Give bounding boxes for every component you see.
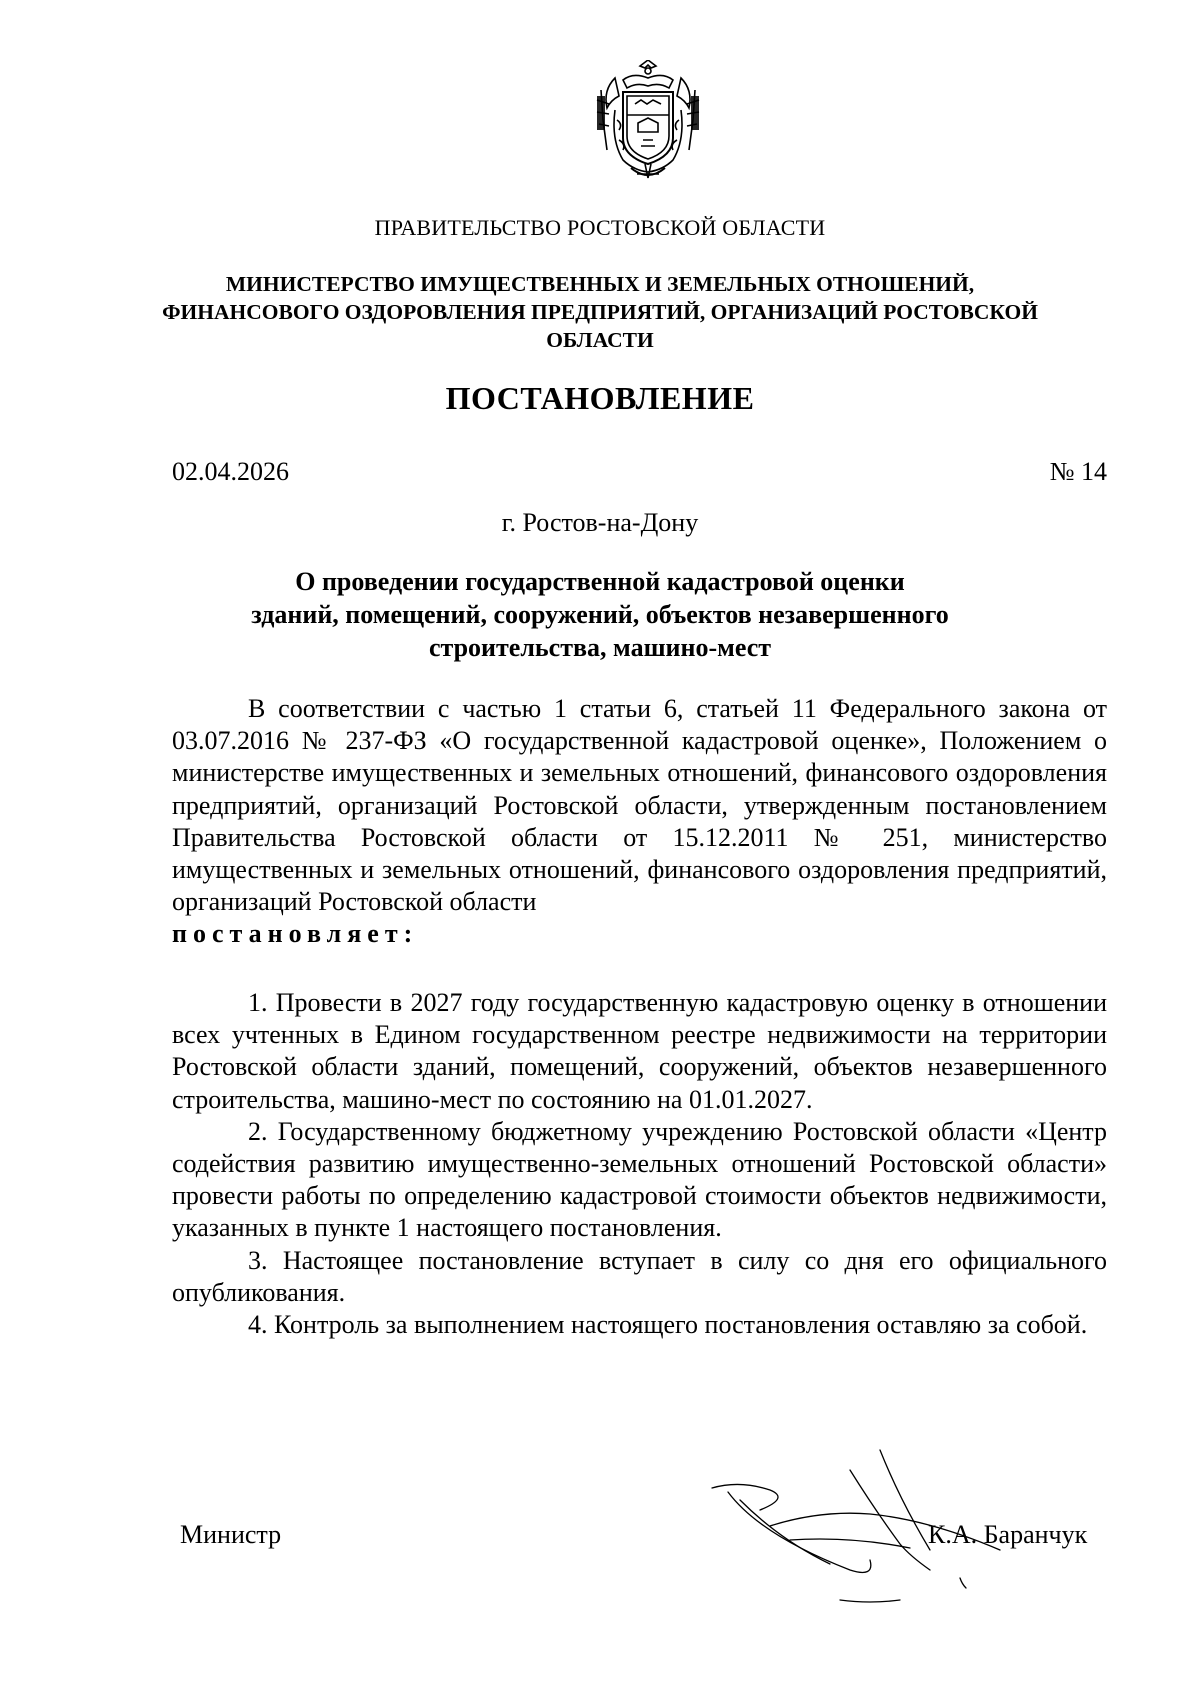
title-line: строительства, машино-мест [428,633,772,662]
resolution-item: 1. Провести в 2027 году государственную кадастровую оценку в отношении всех учтенных в Едином государственном реестре недвижимости на территории Ростовской области зданий, помещений, сооружений, объектов незавершенного строительства, машино-мест по состоянию на 01.01.2027. [172,988,1107,1114]
signatory-role: Министр [180,1520,282,1549]
ministry-line: МИНИСТЕРСТВО ИМУЩЕСТВЕННЫХ И ЗЕМЕЛЬНЫХ ОТНОШЕНИЙ, [225,272,975,296]
document-title [200,565,1000,664]
document-city: г. Ростов-на-Дону [501,508,699,537]
ministry-line: ОБЛАСТИ [546,328,654,352]
signatory-name: К.А. Баранчук [928,1520,1088,1549]
ministry-line: ФИНАНСОВОГО ОЗДОРОВЛЕНИЯ ПРЕДПРИЯТИЙ, ОРГАНИЗАЦИЙ РОСТОВСКОЙ [162,300,1038,324]
title-line: О проведении государственной кадастровой оценки [295,567,905,596]
resolution-item: 2. Государственному бюджетному учреждению Ростовской области «Центр содействия развитию имущественно-земельных отношений Ростовской области» провести работы по определению кадастровой стоимости объектов недвижимости, указанных в пункте 1 настоящего постановления. [172,1116,1107,1243]
document-number: № 14 [1049,457,1107,486]
decree-word: постановляет: [172,919,419,949]
resolution-item: 4. Контроль за выполнением настоящего постановления оставляю за собой. [248,1310,1088,1340]
government-name: ПРАВИТЕЛЬСТВО РОСТОВСКОЙ ОБЛАСТИ [374,215,826,240]
ministry-name [150,270,1050,354]
coat-of-arms-icon [593,60,703,185]
preamble-text: В соответствии с частью 1 статьи 6, статьей 11 Федерального закона от 03.07.2016 № 237-ФЗ «О государственной кадастровой оценке», Положением о министерстве имущественных и земельных отношений, финансового оздоровления предприятий, организаций Ростовской области, утвержденным постановлением Правительства Ростовской области от 15.12.2011 № 251, министерство имущественных и земельных отношений, финансового оздоровления предприятий, организаций Ростовской области [172,694,1107,917]
preamble [172,693,1107,951]
document-date: 02.04.2026 [172,457,289,486]
title-line: зданий, помещений, сооружений, объектов незавершенного [251,600,949,629]
resolution-item: 3. Настоящее постановление вступает в силу со дня его официального опубликования. [172,1245,1107,1307]
resolution-items [172,987,1107,1341]
document-type: ПОСТАНОВЛЕНИЕ [445,380,755,416]
